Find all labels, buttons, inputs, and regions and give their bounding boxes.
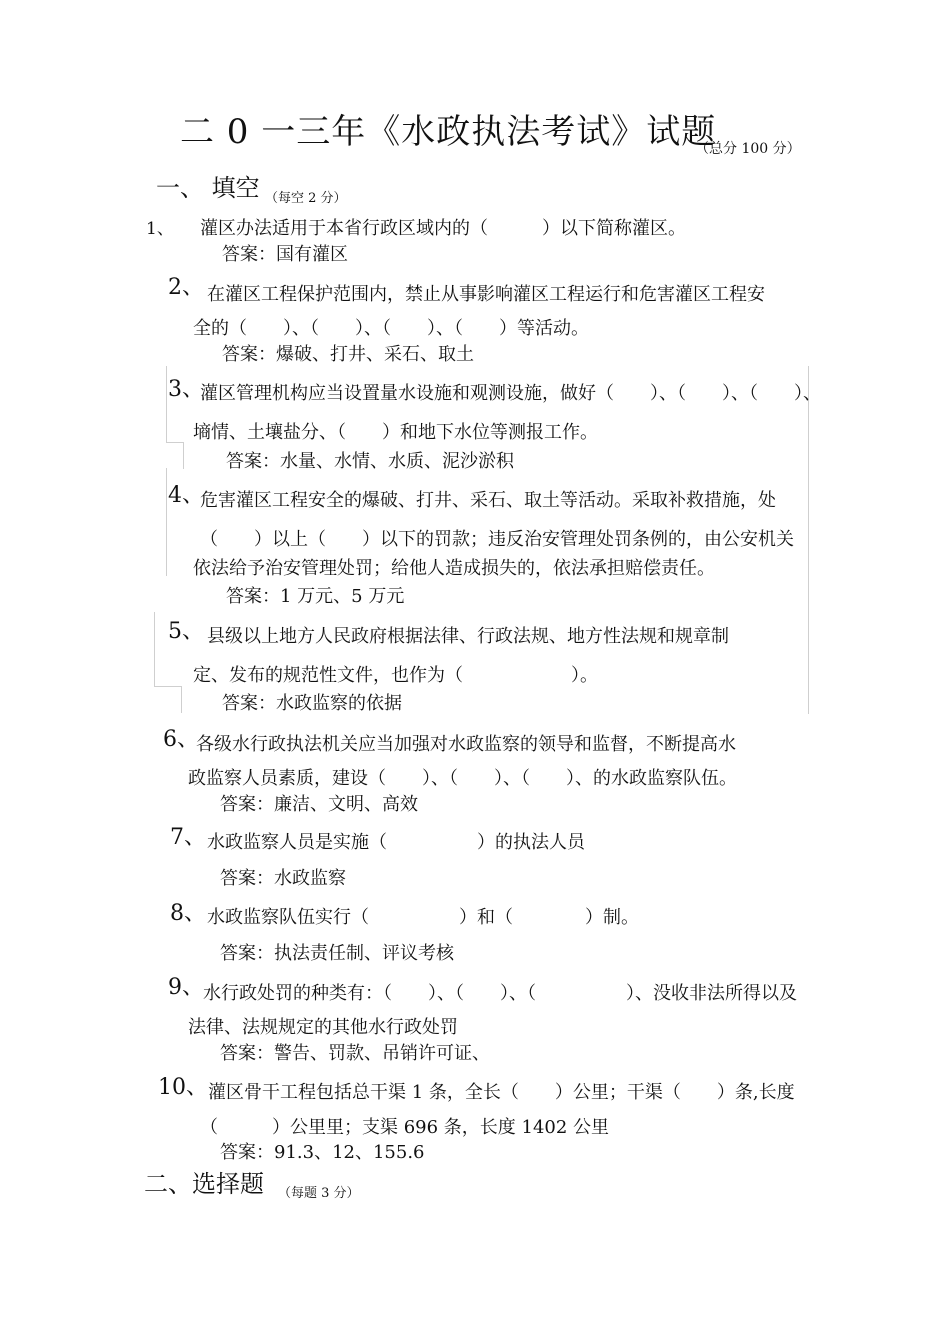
frame-line-left-2 xyxy=(166,468,167,576)
answer-line: 答案：水政监察的依据 xyxy=(222,693,402,714)
question-number: 10、 xyxy=(158,1075,208,1100)
question-line: 危害灌区工程安全的爆破、打井、采石、取土等活动。采取补救措施，处 xyxy=(200,490,776,511)
frame-line-left-3 xyxy=(154,612,155,686)
section-heading-fill-blank: 一、 填空 xyxy=(156,174,260,202)
question-line: 灌区管理机构应当设置量水设施和观测设施，做好（ ）、（ ）、（ ）、 xyxy=(200,383,821,404)
question-line: 县级以上地方人民政府根据法律、行政法规、地方性法规和规章制 xyxy=(207,626,729,647)
question-number: 6、 xyxy=(163,727,199,752)
question-line: 各级水行政执法机关应当加强对水政监察的领导和监督，不断提高水 xyxy=(196,734,736,755)
question-line: 灌区办法适用于本省行政区域内的（ ）以下简称灌区。 xyxy=(200,218,686,239)
question-number: 5、 xyxy=(168,619,204,644)
answer-line: 答案：水量、水情、水质、泥沙淤积 xyxy=(226,451,514,472)
question-line: 在灌区工程保护范围内，禁止从事影响灌区工程运行和危害灌区工程安 xyxy=(207,284,765,305)
question-line: 政监察人员素质，建设（ ）、（ ）、（ ）、的水政监察队伍。 xyxy=(188,768,737,789)
question-line: 墒情、土壤盐分、（ ）和地下水位等测报工作。 xyxy=(193,422,598,443)
total-score-note: （总分 100 分） xyxy=(695,141,801,157)
question-line: 全的（ ）、（ ）、（ ）、（ ）等活动。 xyxy=(193,318,589,339)
frame-line-left-1 xyxy=(166,366,167,442)
question-number: 9、 xyxy=(168,975,204,1000)
question-number: 3、 xyxy=(168,377,204,402)
page-title: 二 0 一三年《水政执法考试》试题 xyxy=(180,112,717,152)
question-line: 定、发布的规范性文件，也作为（ ）。 xyxy=(193,665,598,686)
section-heading-multiple-choice: 二、选择题 xyxy=(144,1170,264,1198)
question-number: 7、 xyxy=(170,825,206,850)
question-line: 法律、法规规定的其他水行政处罚 xyxy=(188,1017,458,1038)
question-number: 8、 xyxy=(170,901,206,926)
question-number: 4、 xyxy=(168,483,204,508)
answer-line: 答案：执法责任制、评议考核 xyxy=(220,943,454,964)
answer-line: 答案：廉洁、文明、高效 xyxy=(220,794,418,815)
frame-line-step-2 xyxy=(154,686,182,713)
frame-line-step-1 xyxy=(166,442,184,469)
question-line: 水政监察人员是实施（ ）的执法人员 xyxy=(207,832,585,853)
answer-line: 答案：91.3、12、155.6 xyxy=(220,1142,425,1163)
question-line: 灌区骨干工程包括总干渠 1 条，全长（ ）公里；干渠（ ）条,长度 xyxy=(208,1082,795,1103)
answer-line: 答案：警告、罚款、吊销许可证、 xyxy=(220,1043,490,1064)
question-number: 1、 xyxy=(146,219,174,239)
question-line: （ ）以上（ ）以下的罚款；违反治安管理处罚条例的，由公安机关 xyxy=(200,529,794,550)
question-line: 水政监察队伍实行（ ）和（ ）制。 xyxy=(207,907,639,928)
frame-line-right xyxy=(808,366,809,714)
answer-line: 答案：水政监察 xyxy=(220,868,346,889)
answer-line: 答案：国有灌区 xyxy=(222,244,348,265)
question-line: （ ）公里里；支渠 696 条，长度 1402 公里 xyxy=(200,1117,610,1138)
answer-line: 答案：爆破、打井、采石、取土 xyxy=(222,344,474,365)
section-note-fill-blank: （每空 2 分） xyxy=(265,191,347,206)
answer-line: 答案：1 万元、5 万元 xyxy=(226,586,405,607)
question-line: 水行政处罚的种类有：（ ）、（ ）、（ ）、没收非法所得以及 xyxy=(203,983,797,1004)
question-number: 2、 xyxy=(168,275,204,300)
question-line: 依法给予治安管理处罚；给他人造成损失的，依法承担赔偿责任。 xyxy=(193,558,715,579)
section-note-multiple-choice: （每题 3 分） xyxy=(278,1186,360,1201)
